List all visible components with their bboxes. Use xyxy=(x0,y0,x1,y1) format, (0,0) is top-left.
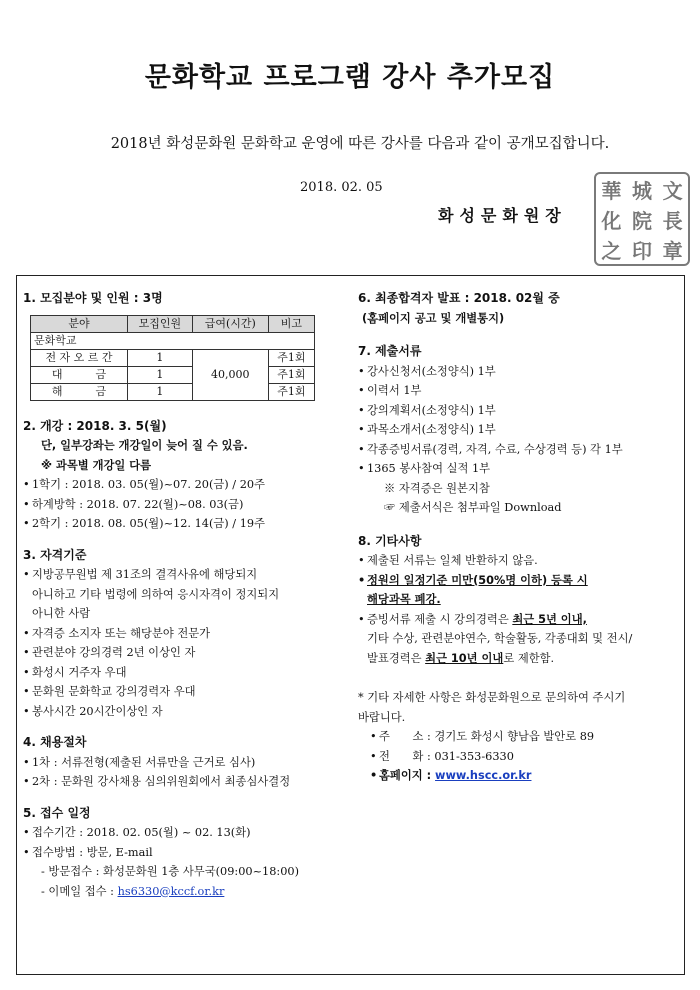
intro-text: 2018년 화성문화원 문화학교 운영에 따른 강사를 다음과 같이 공개모집합니다. xyxy=(110,136,610,152)
list-item: • 관련분야 강의경력 2년 이상인 자 xyxy=(23,643,343,663)
table-cell: 주1회 xyxy=(268,383,314,400)
table-cell: 대 금 xyxy=(31,366,128,383)
section-2-heading: 2. 개강 : 2018. 3. 5(월) xyxy=(23,418,167,433)
list-item: • 강사신청서(소정양식) 1부 xyxy=(358,362,683,382)
seal-glyph: 華 xyxy=(601,178,622,203)
table-header: 급여(시간) xyxy=(192,315,268,332)
list-item: • 1365 봉사참여 실적 1부 xyxy=(358,459,683,479)
table-cell: 주1회 xyxy=(268,349,314,366)
contact-phone: • 전 화 : 031-353-6330 xyxy=(370,747,683,767)
list-item-cont: 기타 수상, 관련분야연수, 학술활동, 각종대회 및 전시/ xyxy=(367,632,633,645)
email-link[interactable]: hs6330@kccf.or.kr xyxy=(117,884,225,898)
contact-address: • 주 소 : 경기도 화성시 향남읍 발안로 89 xyxy=(370,727,683,747)
table-row xyxy=(31,383,315,400)
table-cell: 1 xyxy=(128,366,193,383)
list-item: • 지방공무원법 제 31조의 결격사유에 해당되지 xyxy=(23,565,343,585)
visit-reception: - 방문접수 : 화성문화원 1층 사무국(09:00~18:00) xyxy=(41,865,300,878)
list-item: • 문화원 문화학교 강의경력자 우대 xyxy=(23,682,343,702)
website-label: 홈페이지 : xyxy=(379,769,436,782)
list-item-cont: 아니하고 기타 법령에 의하여 응시자격이 정지되지 xyxy=(32,587,280,601)
opening-note-2: ※ 과목별 개강일 다름 xyxy=(41,458,152,472)
table-cell: 해 금 xyxy=(31,383,128,400)
text: 증빙서류 제출 시 강의경력은 xyxy=(367,612,513,626)
seal-glyph: 文 xyxy=(662,178,683,203)
opening-note: 단, 일부강좌는 개강일이 늦어 질 수 있음. xyxy=(41,439,248,452)
list-item: • 접수기간 : 2018. 02. 05(월) ~ 02. 13(화) xyxy=(23,823,343,843)
list-item: • 화성시 거주자 우대 xyxy=(23,663,343,683)
list-item: • 봉사시간 20시간이상인 자 xyxy=(23,702,343,722)
table-cell: 1 xyxy=(128,383,193,400)
seal-glyph: 城 xyxy=(631,178,652,203)
section-1-heading: 1. 모집분야 및 인원 : 3명 xyxy=(23,291,163,305)
table-cell-pay: 40,000 xyxy=(192,349,268,400)
list-item xyxy=(358,610,683,630)
email-label: - 이메일 접수 : xyxy=(41,884,118,898)
list-item-cont: 해당과목 폐강. xyxy=(367,593,441,606)
table-group-label: 문화학교 xyxy=(31,332,315,349)
section-4-heading: 4. 채용절차 xyxy=(23,735,87,749)
table-header: 분야 xyxy=(31,315,128,332)
list-item: • 2학기 : 2018. 08. 05(월)~12. 14(금) / 19주 xyxy=(23,514,343,534)
table-row xyxy=(31,349,315,366)
contact-intro: * 기타 자세한 사항은 화성문화원으로 문의하여 주시기 xyxy=(358,691,626,704)
seal-glyph: 之 xyxy=(601,238,622,263)
table-cell: 전 자 오 르 간 xyxy=(31,349,128,366)
table-header: 모집인원 xyxy=(128,315,193,332)
list-item: • 정원의 일정기준 미만(50%명 이하) 등록 시 xyxy=(358,571,683,591)
organization-name: 화성문화원장 xyxy=(438,206,567,225)
list-item: • 자격증 소지자 또는 해당분야 전문가 xyxy=(23,624,343,644)
list-item: • 제출된 서류는 일체 반환하지 않음. xyxy=(358,551,683,571)
contact-website xyxy=(370,766,683,786)
seal-glyph: 印 xyxy=(631,238,652,263)
text: 로 제한함. xyxy=(503,651,555,665)
emphasis: 최근 5년 이내, xyxy=(512,612,587,626)
website-link[interactable]: www.hscc.or.kr xyxy=(435,769,532,782)
text: 발표경력은 xyxy=(367,651,426,665)
official-seal xyxy=(594,172,690,266)
section-8-heading: 8. 기타사항 xyxy=(358,533,422,548)
table-cell: 1 xyxy=(128,349,193,366)
page-title: 문화학교 프로그램 강사 추가모집 xyxy=(144,62,556,93)
section-5-heading: 5. 접수 일정 xyxy=(23,805,91,820)
list-item-cont: 아니한 사람 xyxy=(32,607,91,620)
table-header: 비고 xyxy=(268,315,314,332)
document-date: 2018. 02. 05 xyxy=(300,180,383,195)
email-reception xyxy=(23,882,343,902)
list-item: • 이력서 1부 xyxy=(358,381,683,401)
download-note[interactable]: ☞ 제출서식은 첨부파일 Download xyxy=(384,501,562,514)
section-6-heading: 6. 최종합격자 발표 : 2018. 02월 중 xyxy=(358,291,560,305)
left-column xyxy=(23,285,343,901)
emphasis: 최근 10년 이내 xyxy=(425,651,504,665)
recruitment-table xyxy=(30,315,315,401)
list-item: • 하계방학 : 2018. 07. 22(월)~08. 03(금) xyxy=(23,495,343,515)
seal-glyph: 長 xyxy=(662,208,683,233)
list-item: • 1차 : 서류전형(제출된 서류만을 근거로 심사) xyxy=(23,753,343,773)
table-row xyxy=(31,366,315,383)
list-item: • 1학기 : 2018. 03. 05(월)~07. 20(금) / 20주 xyxy=(23,475,343,495)
seal-glyph: 化 xyxy=(601,208,622,233)
table-cell: 주1회 xyxy=(268,366,314,383)
seal-glyph: 章 xyxy=(662,238,683,263)
list-item: • 강의계획서(소정양식) 1부 xyxy=(358,401,683,421)
list-item: • 접수방법 : 방문, E-mail xyxy=(23,843,343,863)
section-3-heading: 3. 자격기준 xyxy=(23,547,87,562)
list-item-cont xyxy=(358,649,683,669)
right-column xyxy=(358,285,683,786)
contact-intro-cont: 바랍니다. xyxy=(358,710,406,724)
section-7-heading: 7. 제출서류 xyxy=(358,344,422,358)
announcement-note: (홈페이지 공고 및 개별통지) xyxy=(362,311,505,325)
list-item: • 과목소개서(소정양식) 1부 xyxy=(358,420,683,440)
list-item: • 2차 : 문화원 강사채용 심의위원회에서 최종심사결정 xyxy=(23,772,343,792)
list-item: • 각종증빙서류(경력, 자격, 수료, 수상경력 등) 각 1부 xyxy=(358,440,683,460)
certificate-note: ※ 자격증은 원본지참 xyxy=(384,481,490,495)
seal-glyph: 院 xyxy=(631,208,652,233)
